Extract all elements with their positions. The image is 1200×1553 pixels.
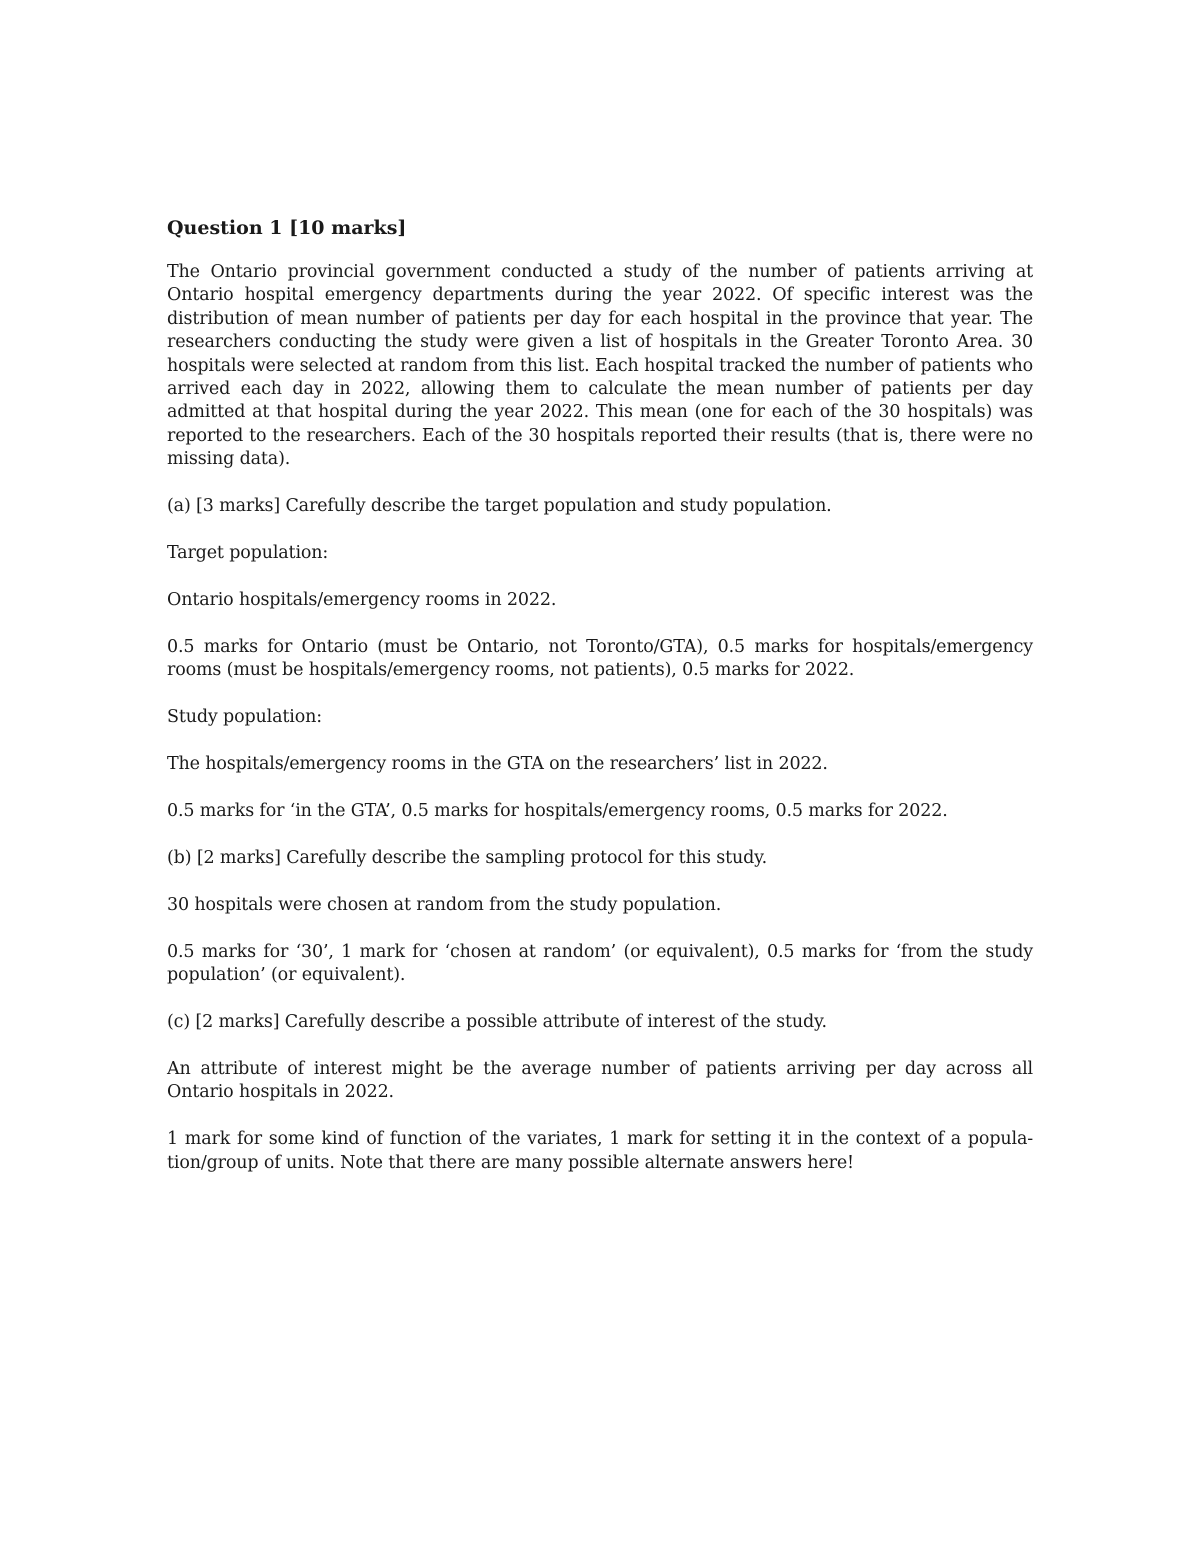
part-b-marking: 0.5 marks for ‘30’, 1 mark for ‘chosen at random’ (or equivalent), 0.5 marks for ‘from the study population’ (or equivalent). [167,941,1033,986]
document-page [167,214,1033,1199]
study-population-label: Study population: [167,707,322,728]
part-c-answer: An attribute of interest might be the average number of patients arriving per day across all Ontario hospitals in 2022. [167,1058,1033,1103]
target-population-answer: Ontario hospitals/emergency rooms in 2022. [167,589,557,610]
part-b-answer: 30 hospitals were chosen at random from the study population. [167,894,722,915]
question-title: Question 1 [10 marks] [167,217,407,239]
question-intro: The Ontario provincial government conducted a study of the number of patients arriving at Ontario hospital emergency departments during the year 2022. Of specific interest was the distribution of mean number of patients per day for each hospital in the province that year. The researchers conducting the study were given a list of hospitals in the Greater Toronto Area. 30 hospitals were selected at random from this list. Each hospital tracked the number of patients who arrived each day in 2022, allowing them to calculate the mean number of patients per day admitted at that hospital during the year 2022. This mean (one for each of the 30 hospitals) was reported to the researchers. Each of the 30 hospitals reported their results (that is, there were no missing data). [167,262,1033,470]
study-population-marking: 0.5 marks for ‘in the GTA’, 0.5 marks for hospitals/emergency rooms, 0.5 marks for 2022. [167,801,948,821]
target-population-marking: 0.5 marks for Ontario (must be Ontario, not Toronto/GTA), 0.5 marks for hospitals/emergency rooms (must be hospitals/emergency rooms, not patients), 0.5 marks for 2022. [167,636,1033,681]
part-b-prompt: (b) [2 marks] Carefully describe the sampling protocol for this study. [167,847,768,868]
study-population-answer: The hospitals/emergency rooms in the GTA on the researchers’ list in 2022. [167,754,828,775]
target-population-label: Target population: [167,543,329,564]
part-a-prompt: (a) [3 marks] Carefully describe the target population and study population. [167,496,832,517]
part-c-marking: 1 mark for some kind of function of the variates, 1 mark for setting it in the context of a popula-tion/group of units. Note that there are many possible alternate answers here! [167,1129,1033,1173]
part-c-prompt: (c) [2 marks] Carefully describe a possible attribute of interest of the study. [167,1012,827,1033]
